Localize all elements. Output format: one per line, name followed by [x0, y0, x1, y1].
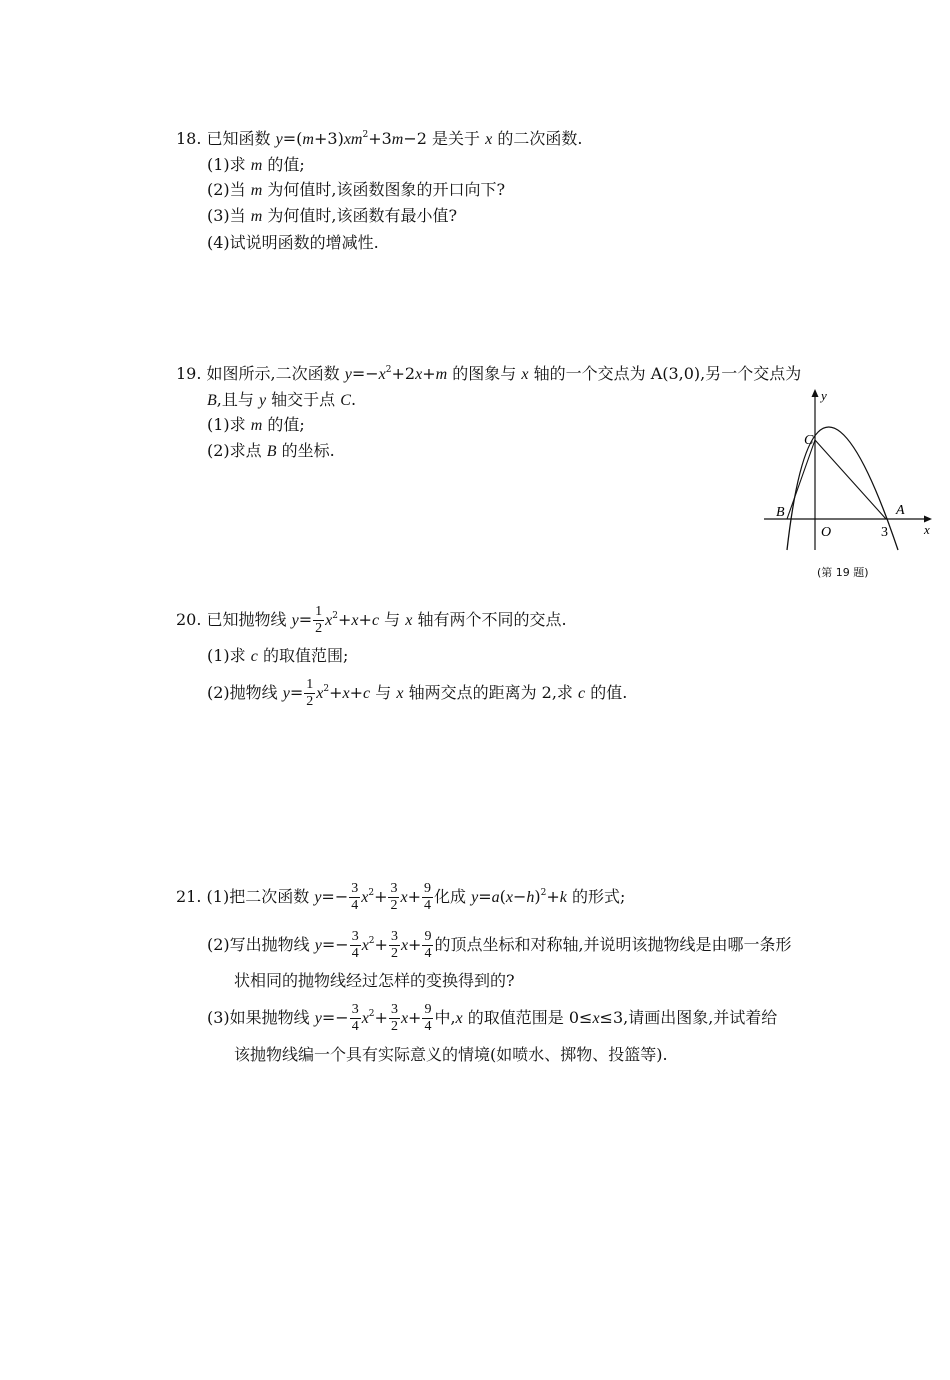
label-B: B — [776, 505, 785, 520]
q20-number: 20. — [176, 610, 202, 629]
label-C: C — [804, 433, 814, 448]
q18-part4: (4)试说明函数的增减性. — [207, 233, 379, 252]
q21-part2-line2: 状相同的抛物线经过怎样的变换得到的? — [234, 971, 515, 990]
q21-part1: 21. (1)把二次函数 y=− $\frac{3}{4}$ $x^2+$ $\frac{3}{2}$ x+ $\frac{9}{4}$ 化成 $y=a(x-h)^2+k$ 的形式; — [176, 881, 626, 913]
q20-intro: 20. 已知抛物线 y= $\frac{1}{2}$ $x^2+x+c$ 与 x 轴有两个不同的交点. — [176, 604, 567, 636]
q19-figure — [760, 384, 940, 554]
label-A: A — [896, 503, 905, 518]
segment-CA — [815, 440, 886, 519]
q21-part3: (3)如果抛物线 y=− $\frac{3}{4}$ $x^2+$ $\frac{3}{2}$ x+ $\frac{9}{4}$ 中,x 的取值范围是 0≤x≤3,请画出图象,并试着给 — [207, 1002, 778, 1034]
q19-part2: (2)求点 B 的坐标. — [207, 441, 335, 460]
q21-part3-line2: 该抛物线编一个具有实际意义的情境(如喷水、掷物、投篮等). — [234, 1045, 668, 1064]
q18-part2: (2)当 m 为何值时,该函数图象的开口向下? — [207, 180, 506, 199]
label-y: y — [821, 388, 827, 403]
q18-part1: (1)求 m 的值; — [207, 155, 305, 174]
q19-part1: (1)求 m 的值; — [207, 415, 305, 434]
q18-part3: (3)当 m 为何值时,该函数有最小值? — [207, 206, 458, 225]
q21-number: 21. — [176, 887, 202, 906]
q19-intro-line2: B,且与 y 轴交于点 C. — [207, 390, 357, 409]
label-3: 3 — [881, 525, 888, 540]
label-x: x — [924, 522, 930, 537]
y-axis-arrow — [812, 389, 819, 397]
q19-number: 19. — [176, 364, 202, 383]
q19-figure-caption: (第 19 题) — [817, 566, 869, 579]
q20-part1: (1)求 c 的取值范围; — [207, 646, 349, 665]
q19-intro: 19. 如图所示,二次函数 $y=-x^2+2x+m$ 的图象与 x 轴的一个交点为 A(3,0),另一个交点为 — [176, 364, 802, 383]
q21-part2: (2)写出抛物线 y=− $\frac{3}{4}$ $x^2+$ $\frac{3}{2}$ x+ $\frac{9}{4}$ 的顶点坐标和对称轴,并说明该抛物线是由哪一条形 — [207, 929, 792, 961]
q18-number: 18. — [176, 129, 202, 148]
segment-BC — [787, 440, 815, 519]
q18-intro: 18. 已知函数 $y=(m+3)xm^2+3m-2$ 是关于 x 的二次函数. — [176, 129, 583, 148]
label-O: O — [821, 525, 832, 540]
q20-part2: (2)抛物线 y= $\frac{1}{2}$ $x^2+x+c$ 与 x 轴两交点的距离为 2,求 c 的值. — [207, 677, 628, 709]
